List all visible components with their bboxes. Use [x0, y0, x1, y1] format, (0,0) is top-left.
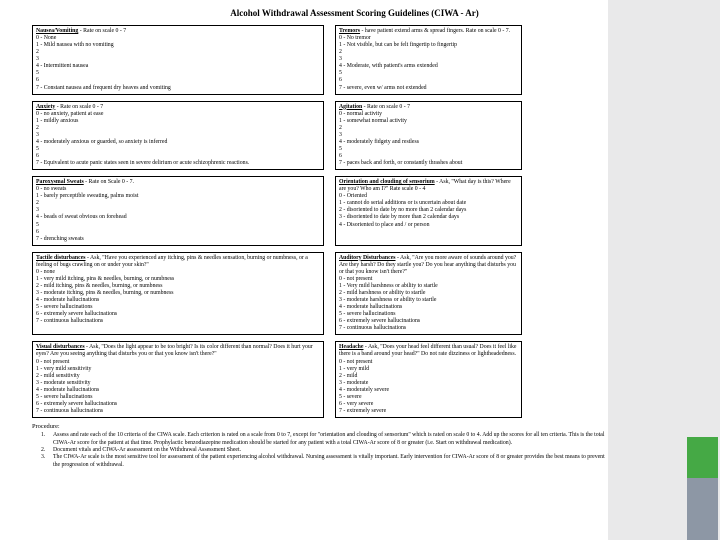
criteria-grid [32, 25, 607, 418]
score-line: 7 - extremely severe [339, 407, 387, 414]
score-line: 3 - disoriented to date by more than 2 calendar days [339, 214, 460, 221]
score-line: 1 - very mild itching, pins & needles, burning, or numbness [36, 275, 175, 282]
criterion-box-orientation-sensorium [335, 176, 522, 246]
criterion-score-lines [339, 276, 518, 333]
procedure-label: Procedure: [32, 423, 60, 430]
criterion-score-lines [36, 359, 320, 416]
score-line: 1 - Mild nausea with no vomiting [36, 42, 114, 49]
document-page [32, 8, 607, 469]
score-line: 6 - extremely severe hallucinations [36, 311, 118, 318]
criterion-score-lines [36, 269, 320, 326]
score-line: 0 - No tremor [339, 35, 371, 42]
score-line: 7 - paces back and forth, or constantly thrashes about [339, 160, 463, 167]
procedure-item-number: 2. [41, 447, 46, 453]
score-line: 7 - continuous hallucinations [36, 407, 104, 414]
criterion-description [36, 255, 320, 269]
criterion-heading: Orientation and clouding of sensorium [339, 179, 435, 186]
page-title: Alcohol Withdrawal Assessment Scoring Guidelines (CIWA - Ar) [230, 8, 479, 18]
score-line: 3 - moderate harshness or ability to startle [339, 297, 437, 304]
criterion-score-lines [339, 35, 518, 92]
score-line: 5 [339, 145, 342, 152]
score-line: 2 [36, 124, 39, 131]
score-line: 6 - extremely severe hallucinations [36, 400, 118, 407]
criterion-intro: - Ask, "Does the light appear to be too bright? Is its color different than normal? Does it hurt your eyes? Are you seeing anything that disturbs you or that you know isn't there?" [36, 344, 313, 358]
procedure-item-text: The CIWA-Ar scale is the most sensitive tool for assessment of the patient experiencing alcohol withdrawal. Nursing assessment is vitally important. Early intervention for CIWA-Ar score of 8 or greater provides the best means to prevent the progression of withdrawal. [53, 454, 605, 468]
score-line: 4 - moderately fidgety and restless [339, 138, 420, 145]
criterion-score-lines [339, 193, 518, 228]
score-line: 1 - very mild sensitivity [36, 365, 92, 372]
criterion-description [36, 344, 320, 358]
criterion-score-lines [36, 111, 320, 168]
criterion-intro: - Rate on scale 0 - 7 [55, 103, 104, 110]
criterion-description [339, 28, 518, 35]
criterion-heading: Agitation [339, 103, 363, 110]
criterion-box-anxiety [32, 101, 324, 171]
score-line: 3 [339, 131, 342, 138]
score-line: 1 - mildly anxious [36, 117, 79, 124]
score-line: 2 [339, 124, 342, 131]
score-line: 5 - severe hallucinations [339, 311, 396, 318]
score-line: 0 - no sweats [36, 186, 67, 193]
procedure-item [41, 432, 607, 447]
score-line: 6 - very severe [339, 400, 374, 407]
score-line: 4 - Moderate, with patient's arms extended [339, 63, 438, 70]
criterion-box-nausea-vomiting [32, 25, 324, 95]
criterion-box-tactile-disturbances [32, 252, 324, 336]
score-line: 4 - beads of sweat obvious on forehead [36, 214, 127, 221]
criterion-heading: Nausea/Vomiting [36, 28, 79, 34]
procedure-items [32, 432, 607, 469]
score-line: 2 - mild harshness or ability to startle [339, 290, 426, 296]
criterion-box-headache [335, 341, 522, 418]
score-line: 6 [36, 228, 39, 235]
score-line: 1 - barely perceptible sweating, palms moist [36, 193, 139, 200]
score-line: 0 - normal activity [339, 110, 382, 117]
score-line: 2 [36, 49, 39, 56]
criterion-intro: - have patient extend arms & spread fingers. Rate on scale 0 - 7. [360, 28, 511, 34]
score-line: 2 [36, 200, 39, 207]
score-line: 0 - none [36, 268, 55, 275]
score-line: 4 - moderate hallucinations [36, 297, 100, 304]
score-line: 3 [36, 131, 39, 138]
criterion-intro: - Rate on scale 0 - 7 [78, 28, 127, 34]
score-line: 2 [339, 49, 342, 56]
accent-slate-block [687, 478, 718, 540]
score-line: 7 - Constant nausea and frequent dry heaves and vomiting [36, 84, 171, 91]
criterion-box-visual-disturbances [32, 341, 324, 418]
score-line: 0 - Oriented [339, 193, 368, 200]
criterion-intro: - Rate on scale 0 - 7 [362, 103, 411, 110]
procedure-item-number: 3. [41, 454, 46, 461]
score-line: 2 - disoriented to date by no more than 2 calendar days [339, 207, 467, 214]
score-line: 7 - continuous hallucinations [339, 325, 407, 332]
score-line: 6 [36, 153, 39, 159]
score-line: 1 - somewhat normal activity [339, 117, 407, 124]
score-line: 7 - Equivalent to acute panic states seen in severe delirium or acute schizophrenic reactions. [36, 160, 250, 167]
criterion-heading: Tremors [339, 28, 361, 34]
procedure-item-number: 1. [41, 432, 46, 439]
criterion-description [339, 255, 518, 276]
score-line: 6 [36, 77, 39, 84]
criterion-box-auditory-disturbances [335, 252, 522, 336]
score-line: 4 - moderately anxious or guarded, so anxiety is inferred [36, 138, 168, 145]
score-line: 1 - very mild [339, 365, 370, 372]
criterion-description [339, 179, 518, 193]
score-line: 3 - moderate itching, pins & needles, burning, or numbness [36, 290, 174, 296]
score-line: 4 - moderately severe [339, 386, 390, 393]
criterion-box-paroxysmal-sweats [32, 176, 324, 246]
criterion-heading: Headache [339, 344, 364, 351]
score-line: 5 - severe [339, 393, 362, 400]
criterion-box-tremors [335, 25, 522, 95]
criterion-intro: - Ask, "Are you more aware of sounds around you? Are they harsh? Do they startle you? Do you hear anything that disturbs you or that you know isn't there?" [339, 254, 517, 275]
score-line: 1 - cannot do serial additions or is uncertain about date [339, 200, 467, 207]
score-line: 5 [339, 70, 342, 77]
score-line: 7 - drenching sweats [36, 235, 84, 242]
criterion-intro: - Ask, "What day is this? Where are you? Who am I?" Rate scale 0 - 4 [339, 179, 511, 193]
score-line: 7 - severe, even w/ arms not extended [339, 84, 427, 91]
criterion-heading: Paroxysmal Sweats [36, 179, 84, 186]
criterion-intro: - Ask, "Does your head feel different than usual? Does it feel like there is a band around your head?" Do not rate dizziness or lightheadedness. [339, 344, 517, 358]
score-line: 5 - severe hallucinations [36, 393, 93, 400]
score-line: 4 - moderate hallucinations [36, 386, 100, 393]
score-line: 0 - None [36, 35, 57, 42]
score-line: 0 - not present [339, 275, 373, 282]
criterion-description [36, 28, 320, 35]
criterion-description [36, 104, 320, 111]
score-line: 3 - moderate sensitivity [36, 379, 91, 386]
criterion-score-lines [339, 359, 518, 416]
criterion-description [36, 179, 320, 186]
criterion-heading: Anxiety [36, 103, 56, 110]
score-line: 2 - mild [339, 372, 358, 379]
criterion-score-lines [36, 186, 320, 243]
procedure-item-text: Document vitals and CIWA-Ar assessment on the Withdrawal Assessment Sheet. [53, 447, 242, 453]
criterion-description [339, 104, 518, 111]
score-line: 5 [36, 145, 39, 152]
criterion-heading: Visual disturbances [36, 344, 85, 351]
criterion-box-agitation [335, 101, 522, 171]
criterion-description [339, 344, 518, 358]
score-line: 0 - not present [36, 358, 70, 365]
score-line: 6 - extremely severe hallucinations [339, 318, 421, 325]
score-line: 3 - moderate [339, 379, 369, 386]
score-line: 1 - Not visible, but can be felt fingertip to fingertip [339, 42, 458, 49]
score-line: 6 [339, 77, 342, 84]
score-line: 2 - mild sensitivity [36, 372, 80, 379]
score-line: 0 - not present [339, 358, 373, 365]
score-line: 6 [339, 153, 342, 159]
score-line: 4 - moderate hallucinations [339, 304, 403, 311]
score-line: 5 - severe hallucinations [36, 304, 93, 311]
criterion-heading: Auditory Disturbances [339, 254, 396, 261]
score-line: 2 - mild itching, pins & needles, burning, or numbness [36, 282, 163, 289]
score-line: 3 [36, 56, 39, 63]
score-line: 3 [36, 207, 39, 214]
criterion-heading: Tactile disturbances [36, 254, 86, 261]
criterion-score-lines [36, 35, 320, 92]
score-line: 1 - Very mild harshness or ability to startle [339, 282, 438, 289]
score-line: 5 [36, 221, 39, 228]
score-line: 7 - continuous hallucinations [36, 318, 104, 325]
accent-green-block [687, 437, 718, 478]
procedure-section [32, 423, 607, 469]
score-line: 5 [36, 70, 39, 77]
score-line: 4 - Intermittent nausea [36, 63, 89, 70]
score-line: 3 [339, 56, 342, 63]
procedure-item [41, 454, 607, 469]
criterion-score-lines [339, 111, 518, 168]
score-line: 4 - Disoriented to place and / or person [339, 221, 430, 228]
score-line: 0 - no anxiety, patient at ease [36, 110, 104, 117]
procedure-item-text: Assess and rate each of the 10 criteria of the CIWA scale. Each criterion is rated on a scale from 0 to 7, except for "orientation and clouding of sensorium" which is rated on scale 0 to 4. Add up the scores for all ten criteria. This is the total CIWA-Ar score for the patient at that time. Prophylactic benzodiazepine medication should be started for any patient with a total CIWA-Ar score of 8 or greater (i.e. Start on withdrawal medication). [53, 432, 605, 446]
criterion-intro: - Rate on Scale 0 - 7. [83, 179, 134, 186]
criterion-intro: - Ask, "Have you experienced any itching, pins & needles sensation, burning or numbness, or a feeling of bugs crawling on or under your skin?" [36, 254, 308, 268]
